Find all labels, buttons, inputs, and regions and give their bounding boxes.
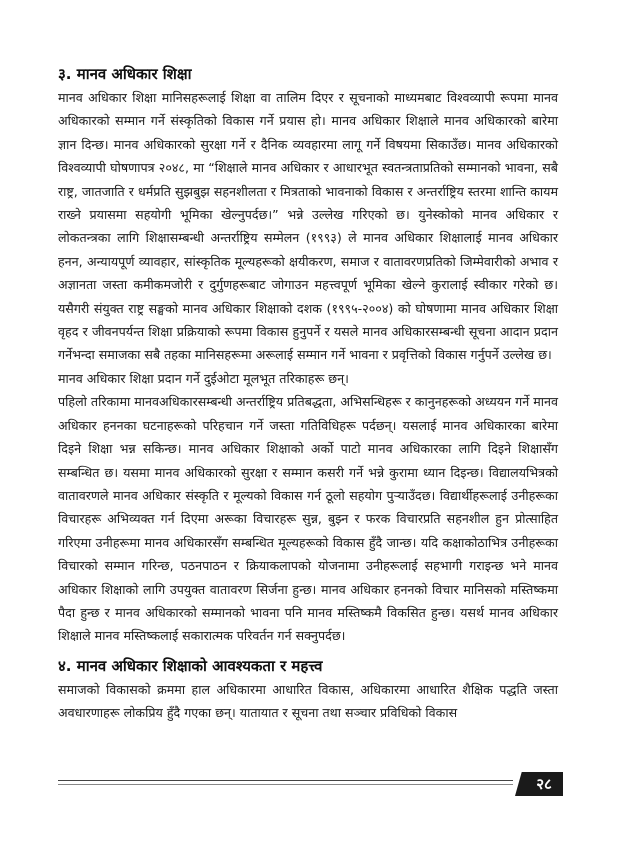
footer-rule-thin (58, 784, 513, 785)
footer-rule (58, 780, 513, 781)
page-footer (0, 770, 625, 810)
section-4-heading: ४. मानव अधिकार शिक्षाको आवश्यकता र महत्त्व (58, 656, 323, 675)
section-3-heading: ३. मानव अधिकार शिक्षा (58, 65, 192, 83)
page-body (58, 62, 558, 725)
section-4-paragraph-1: समाजको विकासको क्रममा हाल अधिकारमा आधारित विकास, अधिकारमा आधारित शैक्षिक पद्धति जस्ता अवधारणाहरू लोकप्रिय हुँदै गएका छन्। यातायात र सूचना तथा सञ्चार प्रविधिको विकास (58, 681, 558, 721)
page-number: २८ (536, 775, 552, 793)
section-3-paragraph-2: मानव अधिकार शिक्षा प्रदान गर्ने दुईओटा मूलभूत तरिकाहरू छन्। (58, 370, 349, 386)
section-3-paragraph-1: मानव अधिकार शिक्षा मानिसहरूलाई शिक्षा वा तालिम दिएर र सूचनाको माध्यमबाट विश्वव्यापी रूपमा मानव अधिकारको सम्मान गर्ने संस्कृतिको विकास गर्ने प्रयास हो। मानव अधिकार शिक्षाले मानव अधिकारको बारेमा ज्ञान दिन्छ। मानव अधिकारको सुरक्षा गर्ने र दैनिक व्यवहारमा लागू गर्ने विषयमा सिकाउँछ। मानव अधिकारको विश्वव्यापी घोषणापत्र २०४८, मा “शिक्षाले मानव अधिकार र आधारभूत स्वतन्त्रताप्रतिको सम्मानको भावना, सबै राष्ट्र, जातजाति र धर्मप्रति सुझबुझ सहनशीलता र मित्रताको भावनाको विकास र अन्तर्राष्ट्रिय स्तरमा शान्ति कायम राख्ने प्रयासमा सहयोगी भूमिका खेल्नुपर्दछ।” भन्ने उल्लेख गरिएको छ। युनेस्कोको मानव अधिकार र लोकतन्त्रका लागि शिक्षासम्बन्धी अन्तर्राष्ट्रिय सम्मेलन (१९९३) ले मानव अधिकार शिक्षालाई मानव अधिकार हनन, अन्यायपूर्ण व्यावहार, सांस्कृतिक मूल्यहरूको क्षयीकरण, समाज र वातावरणप्रतिको जिम्मेवारीको अभाव र अज्ञानता जस्ता कमीकमजोरी र दुर्गुणहरूबाट जोगाउन महत्त्वपूर्ण भूमिका खेल्ने कुरालाई स्वीकार गरेको छ। यसैगरी संयुक्त राष्ट्र सङ्घको मानव अधिकार शिक्षाको दशक (१९९५-२००४) को घोषणामा मानव अधिकार शिक्षा वृहद र जीवनपर्यन्त शिक्षा प्रक्रियाको रूपमा विकास हुनुपर्ने र यसले मानव अधिकारसम्बन्धी सूचना आदान प्रदान गर्नेभन्दा समाजका सबै तहका मानिसहरूमा अरूलाई सम्मान गर्ने भावना र प्रवृत्तिको विकास गर्नुपर्ने उल्लेख छ। (58, 90, 558, 363)
section-3-paragraph-3: पहिलो तरिकामा मानवअधिकारसम्बन्धी अन्तर्राष्ट्रिय प्रतिबद्धता, अभिसन्धिहरू र कानुनहरूको अध्ययन गर्ने मानव अधिकार हननका घटनाहरूको परिहचान गर्ने जस्ता गतिविधिहरू पर्दछन्। यसलाई मानव अधिकारका बारेमा दिइने शिक्षा भन्न सकिन्छ। मानव अधिकार शिक्षाको अर्को पाटो मानव अधिकारका लागि दिइने शिक्षासँग सम्बन्धित छ। यसमा मानव अधिकारको सुरक्षा र सम्मान कसरी गर्ने भन्ने कुरामा ध्यान दिइन्छ। विद्यालयभित्रको वातावरणले मानव अधिकार संस्कृति र मूल्यको विकास गर्न ठूलो सहयोग पुऱ्याउँदछ। विद्यार्थीहरूलाई उनीहरूका विचारहरू अभिव्यक्त गर्न दिएमा अरूका विचारहरू सुन्न, बुझ्न र फरक विचारप्रति सहनशील हुन प्रोत्साहित गरिएमा उनीहरूमा मानव अधिकारसँग सम्बन्धित मूल्यहरूको विकास हुँदै जान्छ। यदि कक्षाकोठाभित्र उनीहरूका विचारको सम्मान गरिन्छ, पठनपाठन र क्रियाकलापको योजनामा उनीहरूलाई सहभागी गराइन्छ भने मानव अधिकार शिक्षाको लागि उपयुक्त वातावरण सिर्जना हुन्छ। मानव अधिकार हननको विचार मानिसको मस्तिष्कमा पैदा हुन्छ र मानव अधिकारको सम्मानको भावना पनि मानव मस्तिष्कमै विकसित हुन्छ। यसर्थ मानव अधिकार शिक्षाले मानव मस्तिष्कलाई सकारात्मक परिवर्तन गर्न सक्नुपर्दछ। (58, 394, 558, 644)
